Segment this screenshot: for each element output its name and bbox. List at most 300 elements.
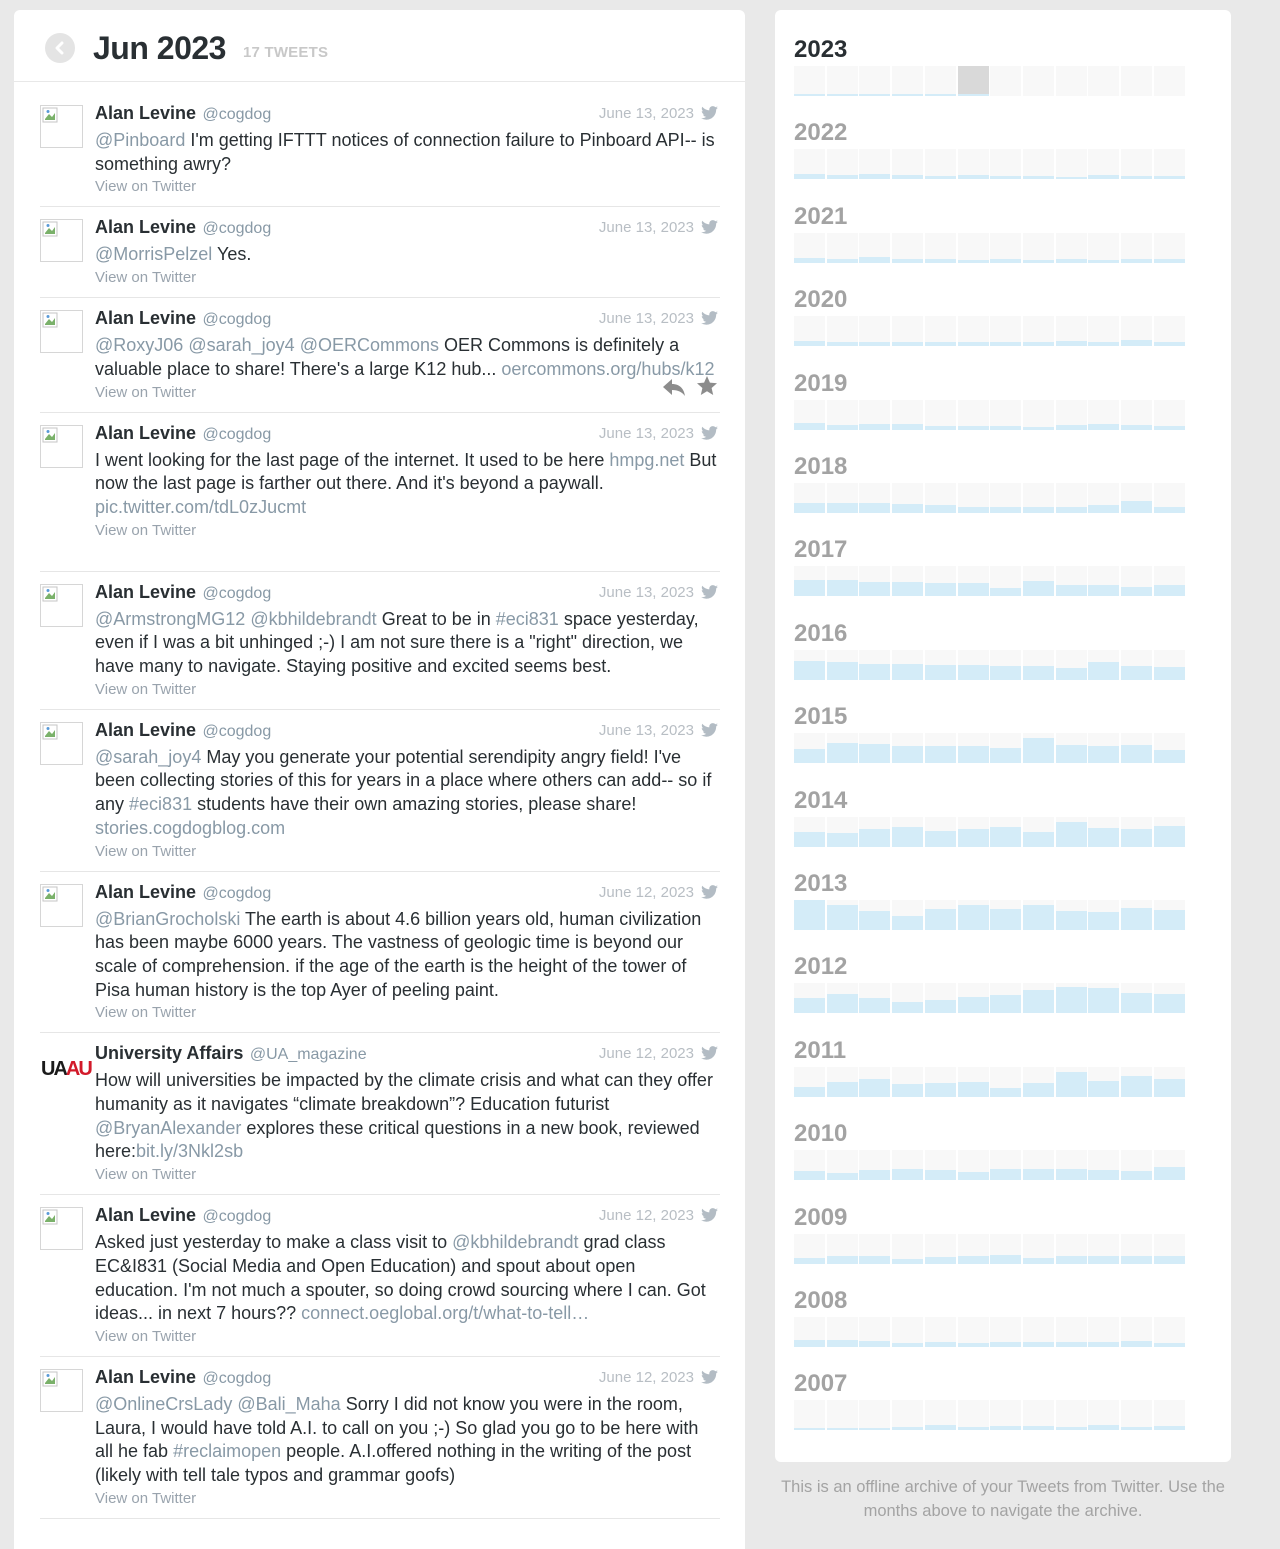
year-label[interactable]: 2015 (794, 703, 848, 731)
month-cell[interactable] (1121, 1067, 1152, 1097)
month-cell[interactable] (859, 983, 890, 1013)
month-cell[interactable] (1056, 233, 1087, 263)
month-cell[interactable] (1056, 1067, 1087, 1097)
month-cell[interactable] (794, 900, 825, 930)
author-name[interactable]: Alan Levine (95, 881, 197, 902)
month-cell[interactable] (827, 817, 858, 847)
tweet-date[interactable]: June 13, 2023 (598, 583, 694, 601)
month-cell[interactable] (827, 1234, 858, 1264)
author-handle[interactable]: @cogdog (202, 425, 272, 443)
month-cell[interactable] (859, 400, 890, 430)
month-cell[interactable] (1088, 733, 1119, 763)
month-cell[interactable] (958, 983, 989, 1013)
tweet-link[interactable]: #eci831 (495, 608, 559, 629)
month-cell[interactable] (925, 1317, 956, 1347)
tweet-date[interactable]: June 13, 2023 (598, 310, 694, 328)
month-cell[interactable] (1023, 1400, 1054, 1430)
author-name[interactable]: Alan Levine (95, 103, 197, 123)
month-cell[interactable] (1023, 733, 1054, 763)
month-cell[interactable] (1088, 900, 1119, 930)
avatar[interactable] (40, 584, 83, 627)
view-on-twitter-link[interactable]: View on Twitter (95, 1004, 197, 1022)
tweet-link[interactable]: stories.cogdogblog.com (95, 817, 286, 838)
year-label[interactable]: 2014 (794, 786, 848, 814)
month-cell[interactable] (1088, 1234, 1119, 1264)
month-cell[interactable] (990, 566, 1021, 596)
month-cell[interactable] (794, 1234, 825, 1264)
month-cell[interactable] (859, 1317, 890, 1347)
avatar[interactable] (40, 722, 83, 765)
month-cell[interactable] (794, 1400, 825, 1430)
view-on-twitter-link[interactable]: View on Twitter (95, 680, 197, 698)
tweet-link[interactable]: @OnlineCrsLady (95, 1393, 233, 1414)
tweet-header (95, 1043, 720, 1069)
month-cell[interactable] (1121, 733, 1152, 763)
month-cell[interactable] (1154, 650, 1185, 680)
month-cell[interactable] (925, 566, 956, 596)
tweet-link[interactable]: oercommons.org/hubs/k12 (501, 358, 715, 379)
month-cell[interactable] (1023, 650, 1054, 680)
month-cell[interactable] (827, 316, 858, 346)
month-cell[interactable] (1023, 149, 1054, 179)
month-cell[interactable] (1056, 316, 1087, 346)
month-cell[interactable] (827, 650, 858, 680)
author-name[interactable]: Alan Levine (95, 422, 197, 443)
month-cell[interactable] (1154, 983, 1185, 1013)
month-cell[interactable] (827, 733, 858, 763)
month-cell[interactable] (892, 483, 923, 513)
tweet-date[interactable]: June 12, 2023 (598, 1045, 694, 1063)
month-cell[interactable] (958, 149, 989, 179)
month-cell[interactable] (990, 1234, 1021, 1264)
month-cell[interactable] (1088, 1400, 1119, 1430)
month-cell[interactable] (1154, 316, 1185, 346)
month-cell[interactable] (925, 650, 956, 680)
month-cell[interactable] (892, 817, 923, 847)
month-cell[interactable] (1154, 1150, 1185, 1180)
tweet-link[interactable]: @ArmstrongMG12 (95, 608, 246, 629)
year-label[interactable]: 2008 (794, 1287, 848, 1314)
month-cell[interactable] (827, 900, 858, 930)
tweet-date[interactable]: June 13, 2023 (598, 219, 694, 237)
month-cell[interactable] (794, 817, 825, 847)
month-cell[interactable] (794, 1317, 825, 1347)
month-cell[interactable] (827, 983, 858, 1013)
tweet-date[interactable]: June 12, 2023 (598, 1368, 694, 1386)
tweet-link[interactable]: @RoxyJ06 (95, 335, 184, 356)
tweet-date[interactable]: June 13, 2023 (598, 721, 694, 739)
year-label[interactable]: 2012 (794, 953, 848, 981)
author-handle[interactable]: @cogdog (202, 311, 272, 329)
year-label[interactable]: 2020 (794, 286, 848, 314)
month-cell[interactable] (1056, 1317, 1087, 1347)
month-cell[interactable] (990, 149, 1021, 179)
year-label[interactable]: 2019 (794, 369, 848, 397)
tweet-link[interactable]: connect.oeglobal.org/t/what-to-tell… (301, 1303, 590, 1324)
month-cell[interactable] (990, 817, 1021, 847)
month-cell[interactable] (859, 483, 890, 513)
month-cell[interactable] (990, 316, 1021, 346)
month-cell[interactable] (1056, 400, 1087, 430)
month-cell[interactable] (1023, 400, 1054, 430)
month-cell[interactable] (990, 650, 1021, 680)
month-cell[interactable] (1121, 1150, 1152, 1180)
tweet-link[interactable]: hmpg.net (609, 449, 685, 470)
author-name[interactable]: Alan Levine (95, 217, 197, 238)
month-cell[interactable] (925, 66, 956, 96)
view-on-twitter-link[interactable]: View on Twitter (95, 1489, 197, 1507)
month-cell[interactable] (892, 983, 923, 1013)
month-cell[interactable] (859, 1150, 890, 1180)
month-cell[interactable] (1088, 66, 1119, 96)
month-cell[interactable] (958, 733, 989, 763)
month-cell[interactable] (892, 566, 923, 596)
month-cell[interactable] (1088, 650, 1119, 680)
tweet-link[interactable]: @MorrisPelzel (95, 244, 213, 265)
author-handle[interactable]: @cogdog (202, 884, 272, 902)
tweet-link[interactable]: @Bali_Maha (237, 1393, 341, 1414)
month-cell[interactable] (958, 1234, 989, 1264)
month-cell[interactable] (958, 400, 989, 430)
view-on-twitter-link[interactable]: View on Twitter (95, 178, 197, 196)
month-cell[interactable] (925, 983, 956, 1013)
month-cell[interactable] (827, 483, 858, 513)
author-handle[interactable]: @cogdog (202, 106, 272, 123)
month-cell[interactable] (1056, 149, 1087, 179)
year-label[interactable]: 2017 (794, 536, 848, 564)
month-cell[interactable] (1121, 400, 1152, 430)
year-label[interactable]: 2011 (794, 1036, 847, 1064)
month-cell[interactable] (1121, 66, 1152, 96)
tweet-header (95, 103, 720, 129)
author-handle[interactable]: @cogdog (202, 1208, 272, 1226)
month-cell[interactable] (1154, 566, 1185, 596)
month-cell[interactable] (1121, 650, 1152, 680)
month-cell[interactable] (958, 233, 989, 263)
month-cell[interactable] (892, 400, 923, 430)
tweet-link[interactable]: #eci831 (129, 794, 193, 815)
month-cell[interactable] (1088, 1317, 1119, 1347)
month-cell[interactable] (892, 1067, 923, 1097)
month-cell[interactable] (892, 316, 923, 346)
month-cell[interactable] (794, 1067, 825, 1097)
avatar[interactable] (40, 425, 83, 468)
month-cell[interactable] (859, 733, 890, 763)
month-cell[interactable] (958, 1317, 989, 1347)
month-cell[interactable] (827, 1317, 858, 1347)
month-cell[interactable] (990, 733, 1021, 763)
view-on-twitter-link[interactable]: View on Twitter (95, 383, 197, 401)
month-cell[interactable] (859, 149, 890, 179)
month-cell[interactable] (990, 1317, 1021, 1347)
tweet-link[interactable]: bit.ly/3Nkl2sb (136, 1141, 244, 1162)
month-cell[interactable] (1088, 233, 1119, 263)
avatar[interactable] (40, 884, 83, 927)
month-cell[interactable] (1056, 983, 1087, 1013)
month-cell[interactable] (925, 316, 956, 346)
month-cell[interactable] (990, 1150, 1021, 1180)
year-label[interactable]: 2018 (794, 453, 848, 480)
author-handle[interactable]: @cogdog (202, 1369, 272, 1387)
year-label[interactable]: 2013 (794, 870, 848, 897)
tweet-link[interactable]: #reclaimopen (173, 1441, 282, 1462)
year-label[interactable]: 2007 (794, 1370, 848, 1398)
month-cell[interactable] (1023, 1234, 1054, 1264)
tweet-link[interactable]: @kbhildebrandt (250, 608, 377, 629)
month-cell[interactable] (1056, 1400, 1087, 1430)
month-cell[interactable] (859, 1400, 890, 1430)
month-cell[interactable] (1056, 66, 1087, 96)
author-handle[interactable]: @UA_magazine (249, 1046, 367, 1064)
month-cell[interactable] (990, 983, 1021, 1013)
month-cell[interactable] (827, 1400, 858, 1430)
month-cell[interactable] (1121, 149, 1152, 179)
month-cell[interactable] (1023, 1150, 1054, 1180)
month-cell[interactable] (958, 1067, 989, 1097)
month-cell[interactable] (859, 650, 890, 680)
month-cell[interactable] (892, 66, 923, 96)
view-on-twitter-link[interactable]: View on Twitter (95, 521, 197, 539)
month-cell[interactable] (1121, 1317, 1152, 1347)
tweet-date[interactable]: June 13, 2023 (598, 105, 694, 122)
month-cell[interactable] (859, 316, 890, 346)
month-cell[interactable] (794, 483, 825, 513)
month-cell[interactable] (1088, 566, 1119, 596)
month-cell[interactable] (892, 149, 923, 179)
tweet-date[interactable]: June 13, 2023 (598, 424, 694, 442)
month-cell[interactable] (1056, 900, 1087, 930)
month-cell[interactable] (1088, 149, 1119, 179)
month-cell[interactable] (827, 1150, 858, 1180)
month-cell[interactable] (1154, 900, 1185, 930)
month-cell[interactable] (925, 900, 956, 930)
month-cell[interactable] (925, 1150, 956, 1180)
month-cell[interactable] (990, 400, 1021, 430)
author-name[interactable]: Alan Levine (95, 1205, 197, 1226)
avatar[interactable] (40, 1045, 91, 1088)
month-cell[interactable] (1121, 233, 1152, 263)
month-cell[interactable] (827, 566, 858, 596)
month-cell[interactable] (1056, 733, 1087, 763)
avatar[interactable] (40, 310, 83, 353)
tweet-link[interactable]: @BryanAlexander (95, 1117, 242, 1138)
month-cell[interactable] (1121, 566, 1152, 596)
month-cell[interactable] (1154, 1067, 1185, 1097)
month-cell[interactable] (1154, 149, 1185, 179)
month-cell[interactable] (859, 66, 890, 96)
month-cell[interactable] (1023, 233, 1054, 263)
month-cell[interactable] (1056, 817, 1087, 847)
view-on-twitter-link[interactable]: View on Twitter (95, 1327, 197, 1345)
month-cell[interactable] (1154, 733, 1185, 763)
month-cell[interactable] (794, 1150, 825, 1180)
month-cell[interactable] (794, 149, 825, 179)
author-handle[interactable]: @cogdog (202, 584, 272, 602)
month-cell[interactable] (859, 1067, 890, 1097)
month-cell[interactable] (794, 400, 825, 430)
year-label[interactable]: 2021 (794, 202, 848, 230)
month-cell[interactable] (794, 66, 825, 96)
view-on-twitter-link[interactable]: View on Twitter (95, 1166, 197, 1184)
month-cell[interactable] (925, 233, 956, 263)
month-cell[interactable] (958, 650, 989, 680)
month-cell[interactable] (1056, 1150, 1087, 1180)
month-cell[interactable] (958, 1150, 989, 1180)
month-cell[interactable] (925, 483, 956, 513)
month-cell[interactable] (1154, 1400, 1185, 1430)
month-cell[interactable] (990, 233, 1021, 263)
month-cell[interactable] (958, 483, 989, 513)
month-cell[interactable] (859, 817, 890, 847)
month-cell[interactable] (958, 1400, 989, 1430)
month-cell[interactable] (990, 66, 1021, 96)
month-cell[interactable] (1121, 900, 1152, 930)
month-cell[interactable] (827, 66, 858, 96)
month-cell[interactable] (794, 983, 825, 1013)
month-cell[interactable] (958, 817, 989, 847)
year-label[interactable]: 2022 (794, 119, 848, 147)
avatar[interactable] (40, 105, 83, 148)
month-bar (990, 666, 1021, 680)
year-label[interactable]: 2009 (794, 1203, 848, 1231)
month-cell[interactable] (1121, 316, 1152, 346)
author-name[interactable]: Alan Levine (95, 581, 197, 602)
month-cell[interactable] (1023, 817, 1054, 847)
month-cell[interactable] (1056, 650, 1087, 680)
month-cell[interactable] (925, 400, 956, 430)
month-cell[interactable] (958, 66, 989, 96)
month-cell[interactable] (1154, 817, 1185, 847)
month-cell[interactable] (794, 733, 825, 763)
month-cell[interactable] (794, 233, 825, 263)
month-cell[interactable] (925, 733, 956, 763)
month-cell[interactable] (859, 1234, 890, 1264)
tweet-date[interactable]: June 12, 2023 (598, 883, 694, 901)
month-cell[interactable] (990, 483, 1021, 513)
month-cell[interactable] (794, 316, 825, 346)
month-cell[interactable] (958, 316, 989, 346)
avatar[interactable] (40, 1207, 83, 1250)
month-cell[interactable] (925, 1234, 956, 1264)
view-on-twitter-link[interactable]: View on Twitter (95, 269, 197, 287)
month-cell[interactable] (1088, 983, 1119, 1013)
month-cell[interactable] (892, 900, 923, 930)
month-cell[interactable] (1154, 400, 1185, 430)
month-cell[interactable] (859, 566, 890, 596)
month-cell[interactable] (827, 400, 858, 430)
tweet-link[interactable]: @sarah_joy4 (188, 335, 295, 356)
month-cell[interactable] (1023, 566, 1054, 596)
tweet-link[interactable]: pic.twitter.com/tdL0zJucmt (95, 496, 307, 517)
tweet-date[interactable]: June 12, 2023 (598, 1207, 694, 1225)
author-handle[interactable]: @cogdog (202, 722, 272, 740)
month-cell[interactable] (892, 1234, 923, 1264)
month-cell[interactable] (1023, 1067, 1054, 1097)
month-cell[interactable] (892, 650, 923, 680)
month-cell[interactable] (958, 566, 989, 596)
year-label[interactable]: 2010 (794, 1120, 848, 1148)
author-name[interactable]: University Affairs (95, 1043, 244, 1064)
month-cell[interactable] (1154, 483, 1185, 513)
month-cell[interactable] (1088, 1150, 1119, 1180)
month-cell[interactable] (1023, 483, 1054, 513)
month-cell[interactable] (925, 1067, 956, 1097)
month-cell[interactable] (827, 149, 858, 179)
month-cell[interactable] (892, 733, 923, 763)
month-cell[interactable] (1056, 566, 1087, 596)
month-cell[interactable] (1088, 1067, 1119, 1097)
month-cell[interactable] (990, 1400, 1021, 1430)
month-cell[interactable] (794, 650, 825, 680)
month-cell[interactable] (1088, 316, 1119, 346)
author-name[interactable]: Alan Levine (95, 719, 197, 740)
month-cell[interactable] (1088, 400, 1119, 430)
month-cell[interactable] (1023, 983, 1054, 1013)
month-cell[interactable] (1121, 983, 1152, 1013)
month-cell[interactable] (1023, 900, 1054, 930)
month-cell[interactable] (1154, 1234, 1185, 1264)
view-on-twitter-link[interactable]: View on Twitter (95, 842, 197, 860)
month-cell[interactable] (892, 1317, 923, 1347)
month-cell[interactable] (827, 1067, 858, 1097)
month-cell[interactable] (1121, 1234, 1152, 1264)
month-cell[interactable] (990, 1067, 1021, 1097)
avatar[interactable] (40, 1369, 83, 1412)
tweet-link[interactable]: @kbhildebrandt (452, 1232, 579, 1253)
reply-icon[interactable] (662, 377, 686, 397)
tweet-link[interactable]: @BrianGrocholski (95, 908, 241, 929)
month-cell[interactable] (1088, 483, 1119, 513)
month-cell[interactable] (794, 566, 825, 596)
month-cell[interactable] (1121, 483, 1152, 513)
month-cell[interactable] (1023, 66, 1054, 96)
author-handle[interactable]: @cogdog (202, 220, 272, 238)
month-cell[interactable] (1121, 1400, 1152, 1430)
month-cell[interactable] (1056, 483, 1087, 513)
month-cell[interactable] (925, 817, 956, 847)
month-cell[interactable] (925, 149, 956, 179)
month-cell[interactable] (958, 900, 989, 930)
month-cell[interactable] (859, 900, 890, 930)
month-cell[interactable] (859, 233, 890, 263)
month-cell[interactable] (925, 1400, 956, 1430)
avatar[interactable] (40, 219, 83, 262)
back-button[interactable] (45, 33, 75, 63)
month-bar (859, 582, 890, 596)
month-cell[interactable] (1088, 817, 1119, 847)
tweet-link[interactable]: @Pinboard (95, 130, 186, 150)
tweet-link[interactable]: @sarah_joy4 (95, 746, 202, 767)
month-cell[interactable] (892, 1400, 923, 1430)
year-label[interactable]: 2023 (794, 36, 848, 63)
month-cell[interactable] (1154, 1317, 1185, 1347)
month-cell[interactable] (1121, 817, 1152, 847)
month-cell[interactable] (1154, 66, 1185, 96)
month-cell[interactable] (1056, 1234, 1087, 1264)
tweet-link[interactable]: @OERCommons (299, 335, 439, 356)
month-cell[interactable] (1023, 1317, 1054, 1347)
author-name[interactable]: Alan Levine (95, 1366, 197, 1387)
month-cell[interactable] (892, 233, 923, 263)
month-cell[interactable] (827, 233, 858, 263)
year-label[interactable]: 2016 (794, 619, 848, 647)
month-cell[interactable] (990, 900, 1021, 930)
favorite-star-icon[interactable] (696, 375, 718, 397)
author-name[interactable]: Alan Levine (95, 308, 197, 329)
month-cell[interactable] (1023, 316, 1054, 346)
month-cell[interactable] (1154, 233, 1185, 263)
month-cell[interactable] (892, 1150, 923, 1180)
